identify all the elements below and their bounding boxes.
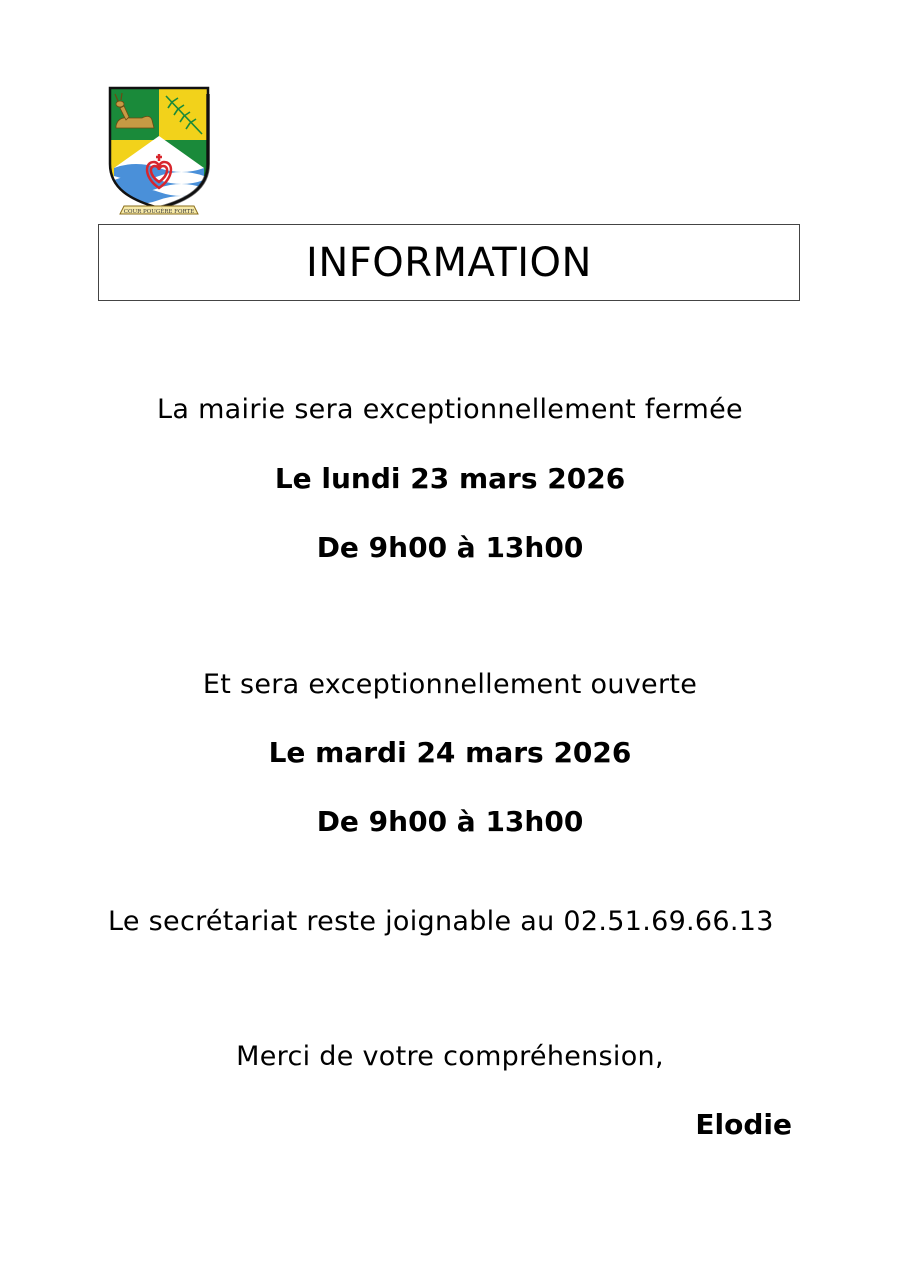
signature: Elodie xyxy=(695,1108,792,1141)
contact-line: Le secrétariat reste joignable au 02.51.69.66.13 xyxy=(108,906,774,937)
municipal-crest xyxy=(104,84,214,218)
closure-intro: La mairie sera exceptionnellement fermée xyxy=(157,394,743,425)
opening-intro: Et sera exceptionnellement ouverte xyxy=(202,669,698,700)
closure-date: Le lundi 23 mars 2026 xyxy=(274,462,626,495)
opening-hours: De 9h00 à 13h00 xyxy=(316,805,584,838)
opening-date: Le mardi 24 mars 2026 xyxy=(268,736,632,769)
thanks-line: Merci de votre compréhension, xyxy=(236,1041,664,1072)
notice-title: INFORMATION xyxy=(306,239,592,286)
crest-banner-text: COUR POUGÈRE FORTE xyxy=(123,209,195,215)
closure-hours: De 9h00 à 13h00 xyxy=(316,531,584,564)
coat-of-arms-icon xyxy=(104,84,214,218)
title-box xyxy=(98,224,800,301)
